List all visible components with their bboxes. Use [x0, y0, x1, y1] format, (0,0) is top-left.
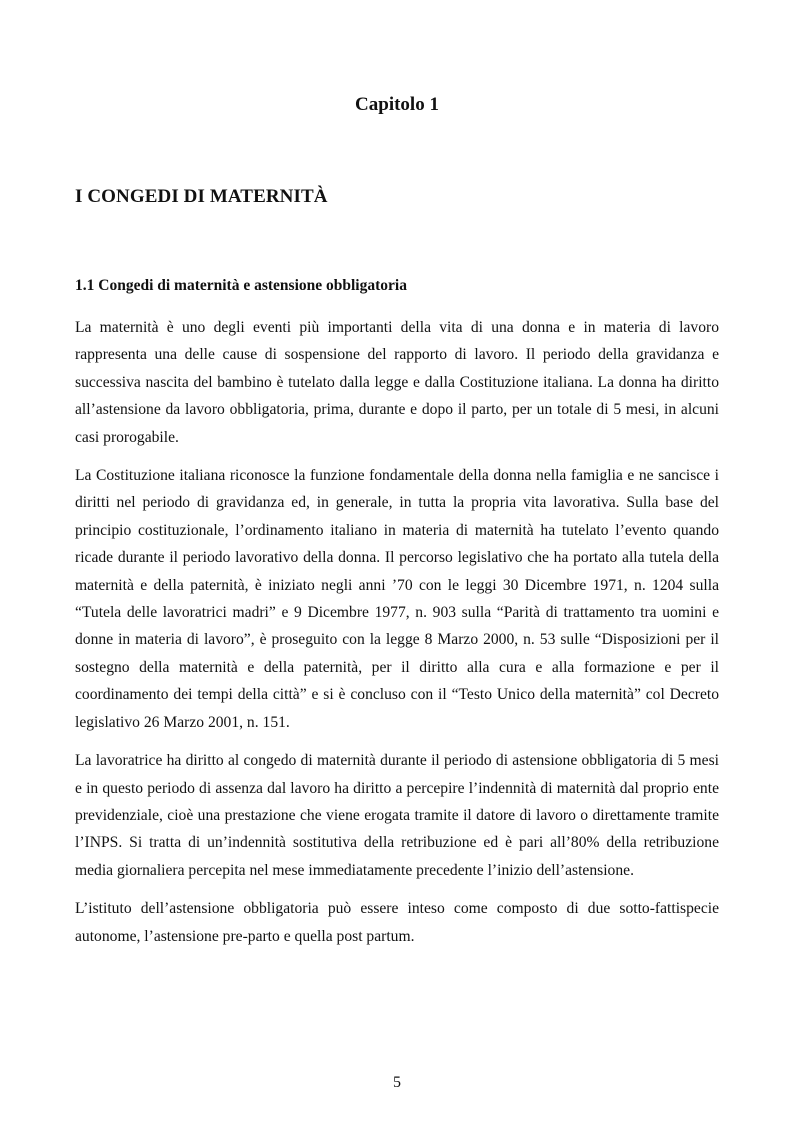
paragraph-2: La Costituzione italiana riconosce la funzione fondamentale della donna nella famiglia e ne sancisce i diritti nel periodo di gravidanza ed, in generale, in tutta la propria vita lavorativa. Sulla base del principio costituzionale, l’ordinamento italiano in materia di maternità ha tutelato l’evento quando ricade durante il periodo lavorativo della donna. Il percorso legislativo che ha portato alla tutela della maternità e della paternità, è iniziato negli anni ’70 con le leggi 30 Dicembre 1971, n. 1204 sulla “Tutela delle lavoratrici madri” e 9 Dicembre 1977, n. 903 sulla “Parità di trattamento tra uomini e donne in materia di lavoro”, è proseguito con la legge 8 Marzo 2000, n. 53 sulle “Disposizioni per il sostegno della maternità e della paternità, per il diritto alla cura e alla formazione e per il coordinamento dei tempi della città” e si è concluso con il “Testo Unico della maternità” col Decreto legislativo 26 Marzo 2001, n. 151.: [75, 467, 719, 731]
chapter-label: Capitolo 1: [355, 94, 439, 115]
chapter-title: I CONGEDI DI MATERNITÀ: [75, 186, 328, 207]
paragraph-3: La lavoratrice ha diritto al congedo di maternità durante il periodo di astensione obbligatoria di 5 mesi e in questo periodo di assenza dal lavoro ha diritto a percepire l’indennità di maternità dal proprio ente previdenziale, cioè una prestazione che viene erogata tramite il datore di lavoro o direttamente tramite l’INPS. Si tratta di un’indennità sostitutiva della retribuzione ed è pari all’80% della retribuzione media giornaliera percepita nel mese immediatamente precedente l’inizio dell’astensione.: [75, 752, 719, 879]
paragraph-4: L’istituto dell’astensione obbligatoria può essere inteso come composto di due sotto-fattispecie autonome, l’astensione pre-parto e quella post partum.: [75, 900, 719, 945]
section-heading: 1.1 Congedi di maternità e astensione obbligatoria: [75, 277, 407, 294]
body-text: [75, 314, 719, 961]
paragraph-1: La maternità è uno degli eventi più importanti della vita di una donna e in materia di lavoro rappresenta una delle cause di sospensione del rapporto di lavoro. Il periodo della gravidanza e successiva nascita del bambino è tutelato dalla legge e dalla Costituzione italiana. La donna ha diritto all’astensione da lavoro obbligatoria, prima, durante e dopo il parto, per un totale di 5 mesi, in alcuni casi prorogabile.: [75, 319, 719, 446]
page-number: 5: [393, 1074, 401, 1091]
